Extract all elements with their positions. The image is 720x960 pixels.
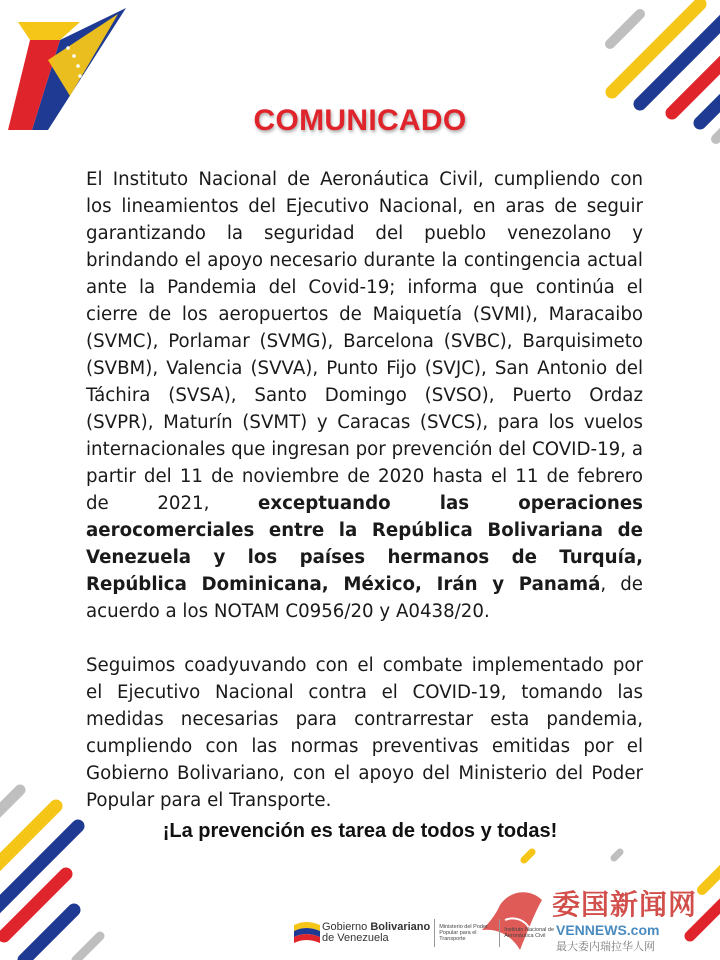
page-title: COMUNICADO	[253, 104, 467, 137]
divider	[499, 919, 500, 947]
government-name	[322, 922, 430, 944]
watermark-url: VENNEWS.com	[556, 922, 660, 938]
institute-name: Instituto Nacional de Aeronáutica Civil	[504, 927, 555, 939]
watermark-subtitle: 最大委内瑞拉华人网	[556, 940, 655, 953]
paragraph-2: Seguimos coadyuvando con el combate implementado por el Ejecutivo Nacional contra el COVID-19, tomando las medidas necesarias para contrarrestar esta pandemia, cumpliendo con las normas preventivas emitidas por el Gobierno Bolivariano, con el apoyo del Ministerio del Poder Popular para el Transporte.	[86, 655, 643, 811]
watermark-title: 委国新闻网	[552, 888, 698, 921]
paragraph-1-end-text: , de acuerdo a los NOTAM C0956/20 y A0438/20.	[86, 574, 643, 622]
divider	[434, 919, 435, 947]
paragraph-1-bold-text: exceptuando las operaciones aerocomerciales entre la República Bolivariana de Venezuela y los países hermanos de Turquía, República Dominicana, México, Irán y Panamá	[86, 493, 643, 595]
ministry-name: Ministerio del Poder Popular para el Transporte	[439, 924, 488, 942]
communique-body	[86, 166, 643, 814]
gov-line1-b: Bolivariano	[370, 921, 431, 933]
government-logo	[292, 917, 560, 949]
gov-line1-a: Gobierno	[322, 921, 371, 933]
paragraph-1-text: El Instituto Nacional de Aeronáutica Civil, cumpliendo con los lineamientos del Ejecutivo Nacional, en aras de seguir garantizando la seguridad del pueblo venezolano y brindando el apoyo necesario durante la contingencia actual ante la Pandemia del Covid-19; informa que continúa el cierre de los aeropuertos de Maiquetía (SVMI), Maracaibo (SVMC), Porlamar (SVMG), Barcelona (SVBC), Barquisimeto (SVBM), Valencia (SVVA), Punto Fijo (SVJC), San Antonio del Táchira (SVSA), Santo Domingo (SVSO), Puerto Ordaz (SVPR), Maturín (SVMT) y Caracas (SVCS), para los vuelos internacionales que ingresan por prevención del COVID-19, a partir del 11 de noviembre de 2020 hasta el 11 de febrero de 2021,	[86, 169, 643, 514]
bottom-left-stripes	[0, 790, 100, 960]
paragraph-1	[86, 166, 643, 625]
gov-line2: de Venezuela	[322, 932, 389, 944]
slogan: ¡La prevención es tarea de todos y todas!	[162, 820, 558, 842]
